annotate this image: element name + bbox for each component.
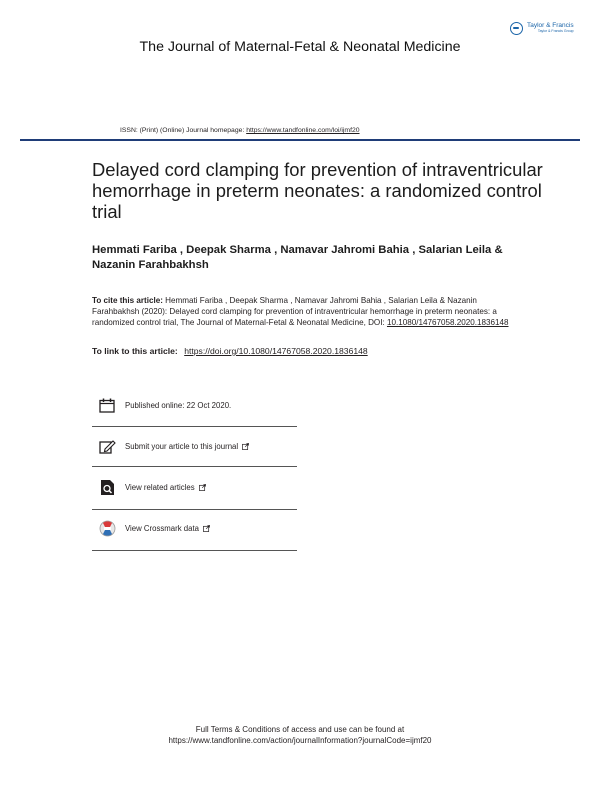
- related-articles-link[interactable]: View related articles: [125, 482, 195, 492]
- publisher-name: Taylor & Francis: [527, 21, 574, 29]
- article-doi-link[interactable]: https://doi.org/10.1080/14767058.2020.1836148: [184, 346, 368, 356]
- footer-terms-link[interactable]: https://www.tandfonline.com/action/journalInformation?journalCode=ijmf20: [168, 736, 432, 745]
- submit-article-row[interactable]: [97, 437, 249, 455]
- published-row: [97, 396, 231, 414]
- crossmark-icon: [97, 519, 117, 537]
- citation-label: To cite this article:: [92, 296, 163, 305]
- journal-homepage-link[interactable]: https://www.tandfonline.com/loi/ijmf20: [246, 127, 360, 134]
- citation-block: [92, 295, 512, 328]
- citation-doi-link[interactable]: 10.1080/14767058.2020.1836148: [386, 318, 509, 327]
- crossmark-row[interactable]: [97, 519, 210, 537]
- publisher-subtitle: Taylor & Francis Group: [537, 29, 574, 33]
- citation-text: Hemmati Fariba , Deepak Sharma , Namavar Jahromi Bahia , Salarian Leila & Nazanin Farahbakhsh (2020): Delayed cord clamping for prevention of intraventricular hemorrhage in preterm neonates: a randomized control trial, The Journal of Maternal-Fetal & Neonatal Medicine, DOI:: [92, 296, 497, 327]
- divider: [92, 426, 297, 427]
- publisher-logo: [510, 17, 586, 39]
- submit-article-link[interactable]: Submit your article to this journal: [125, 441, 239, 451]
- footer-terms-text: Full Terms & Conditions of access and use can be found at: [195, 725, 405, 734]
- published-date: Published online: 22 Oct 2020.: [125, 400, 232, 410]
- publisher-logo-icon: [510, 22, 523, 35]
- divider: [92, 466, 297, 467]
- related-articles-icon: [97, 478, 117, 496]
- external-link-icon: [203, 525, 210, 532]
- calendar-icon: [97, 396, 117, 414]
- article-link-line: [92, 346, 368, 356]
- external-link-icon: [199, 484, 206, 491]
- issn-text: ISSN: (Print) (Online) Journal homepage:: [120, 127, 245, 134]
- footer: [0, 724, 600, 746]
- article-title: Delayed cord clamping for prevention of intraventricular hemorrhage in preterm neonates: a randomized control trial: [92, 159, 543, 222]
- related-articles-row[interactable]: [97, 478, 206, 496]
- journal-title: The Journal of Maternal-Fetal & Neonatal Medicine: [139, 39, 461, 55]
- article-link-label: To link to this article:: [92, 346, 178, 356]
- divider: [92, 509, 297, 510]
- article-authors: Hemmati Fariba , Deepak Sharma , Namavar Jahromi Bahia , Salarian Leila & Nazanin Farahbakhsh: [92, 244, 503, 271]
- issn-line: [120, 127, 360, 134]
- header-rule: [20, 139, 580, 141]
- divider: [92, 550, 297, 551]
- crossmark-link[interactable]: View Crossmark data: [125, 523, 199, 533]
- external-link-icon: [242, 443, 249, 450]
- edit-icon: [97, 437, 117, 455]
